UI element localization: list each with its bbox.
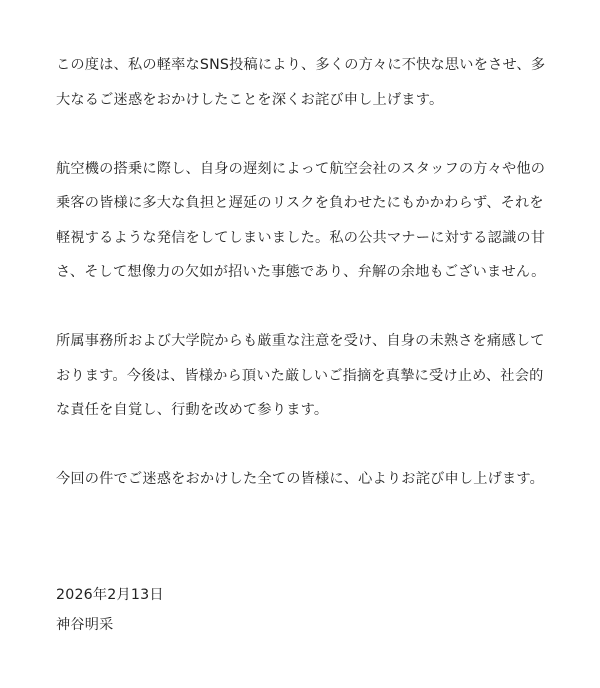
text-line: 航空機の搭乗に際し、自身の遅刻によって航空会社のスタッフの方々や他の bbox=[56, 160, 546, 177]
text-line: 今回の件でご迷惑をおかけした全ての皆様に、心よりお詫び申し上げます。 bbox=[56, 471, 545, 487]
paragraph-gap bbox=[56, 117, 544, 152]
paragraph-1 bbox=[56, 48, 544, 117]
paragraph-gap bbox=[56, 290, 544, 325]
text-line: この度は、私の軽率なSNS投稿により、多くの方々に不快な思いをさせ、多 bbox=[56, 57, 546, 73]
paragraph-4 bbox=[56, 462, 544, 497]
text-line: さ、そして想像力の欠如が招いた事態であり、弁解の余地もございません。 bbox=[56, 264, 546, 280]
text-line: 大なるご迷惑をおかけしたことを深くお詫び申し上げます。 bbox=[56, 91, 444, 108]
text-line: 所属事務所および大学院からも厳重な注意を受け、自身の未熟さを痛感して bbox=[56, 333, 545, 349]
text-line: 乗客の皆様に多大な負担と遅延のリスクを負わせたにもかかわらず、それを bbox=[56, 195, 544, 211]
paragraph-2 bbox=[56, 152, 544, 290]
letter-signature: 神谷明采 bbox=[56, 617, 114, 633]
text-line: な責任を自覚し、行動を改めて参ります。 bbox=[56, 402, 329, 418]
paragraph-gap bbox=[56, 428, 544, 463]
letter-footer bbox=[56, 580, 164, 640]
text-line: 軽視するような発信をしてしまいました。私の公共マナーに対する認識の甘 bbox=[56, 229, 546, 246]
paragraph-3 bbox=[56, 324, 544, 428]
letter-date: 2026年2月13日 bbox=[56, 587, 164, 603]
text-line: おります。今後は、皆様から頂いた厳しいご指摘を真摯に受け止め、社会的 bbox=[56, 367, 544, 384]
